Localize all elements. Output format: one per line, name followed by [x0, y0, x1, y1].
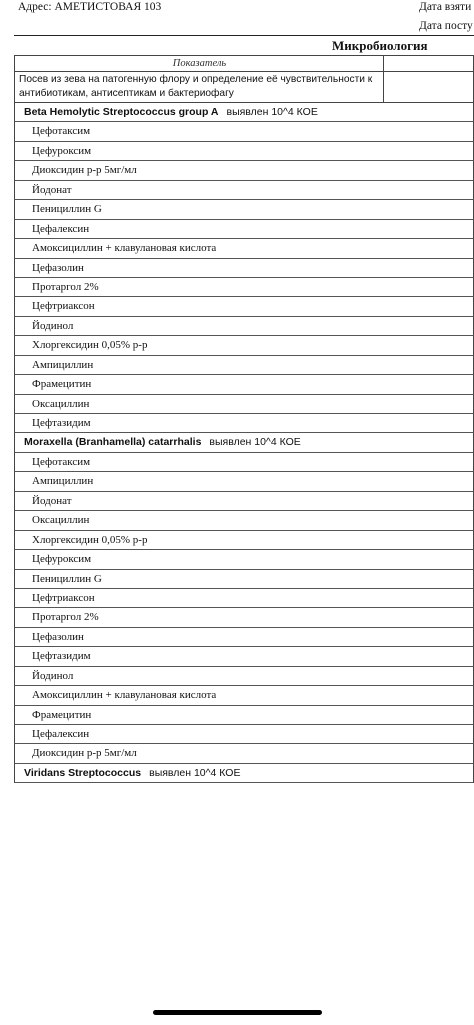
drug-row: Цефазолин [14, 259, 474, 278]
test-description: Посев из зева на патогенную флору и определение её чувствительности к антибиотикам, антисептикам и бактериофагу [19, 74, 373, 99]
column-divider [383, 56, 384, 71]
date-received-label: Дата посту [419, 20, 473, 32]
drug-row: Протаргол 2% [14, 608, 474, 627]
drug-row: Хлоргексидин 0,05% р-р [14, 531, 474, 550]
drug-row: Диоксидин р-р 5мг/мл [14, 744, 474, 763]
drug-row: Цефотаксим [14, 453, 474, 472]
drug-row: Цефтриаксон [14, 297, 474, 316]
drug-row: Фрамецитин [14, 375, 474, 394]
organism-row [14, 433, 474, 452]
organism-rows [14, 103, 474, 783]
drug-row: Ампициллин [14, 356, 474, 375]
drug-row: Йодонат [14, 492, 474, 511]
organism-name: Viridans Streptococcus [24, 766, 142, 779]
drug-row: Йодонат [14, 181, 474, 200]
organism-name: Moraxella (Branhamella) catarrhalis [24, 436, 202, 449]
column-divider [383, 72, 384, 102]
drug-row: Цефуроксим [14, 550, 474, 569]
drug-row: Цефтазидим [14, 647, 474, 666]
date-labels [419, 0, 473, 38]
header-rule [14, 35, 474, 36]
drug-row: Цефазолин [14, 628, 474, 647]
drug-row: Оксациллин [14, 395, 474, 414]
section-title: Микробиология [332, 38, 428, 53]
drug-row: Протаргол 2% [14, 278, 474, 297]
drug-row: Цефалексин [14, 220, 474, 239]
organism-row [14, 764, 474, 783]
drug-row: Йодинол [14, 317, 474, 336]
drug-row: Оксациллин [14, 511, 474, 530]
drug-row: Цефотаксим [14, 122, 474, 141]
drug-row: Цефуроксим [14, 142, 474, 161]
drug-row: Цефалексин [14, 725, 474, 744]
date-taken-label: Дата взяти [419, 1, 472, 13]
drug-row: Цефтазидим [14, 414, 474, 433]
drug-row: Амоксициллин + клавулановая кислота [14, 239, 474, 258]
results-table [14, 55, 474, 783]
drug-row: Цефтриаксон [14, 589, 474, 608]
address-line: Адрес: АМЕТИСТОВАЯ 103 [18, 1, 162, 13]
drug-row: Ампициллин [14, 472, 474, 491]
test-description-row [14, 71, 474, 103]
drug-row: Амоксициллин + клавулановая кислота [14, 686, 474, 705]
organism-row [14, 103, 474, 122]
home-indicator[interactable] [153, 1010, 322, 1015]
organism-name: Beta Hemolytic Streptococcus group A [24, 106, 219, 118]
organism-result: выявлен 10^4 КОЕ [226, 106, 318, 118]
column-header [14, 55, 474, 71]
column-header-label: Показатель [172, 58, 227, 69]
drug-row: Фрамецитин [14, 706, 474, 725]
drug-row: Хлоргексидин 0,05% р-р [14, 336, 474, 355]
drug-row: Диоксидин р-р 5мг/мл [14, 161, 474, 180]
drug-row: Йодинол [14, 667, 474, 686]
drug-row: Пенициллин G [14, 570, 474, 589]
organism-result: выявлен 10^4 КОЕ [209, 436, 301, 449]
drug-row: Пенициллин G [14, 200, 474, 219]
organism-result: выявлен 10^4 КОЕ [149, 766, 241, 779]
